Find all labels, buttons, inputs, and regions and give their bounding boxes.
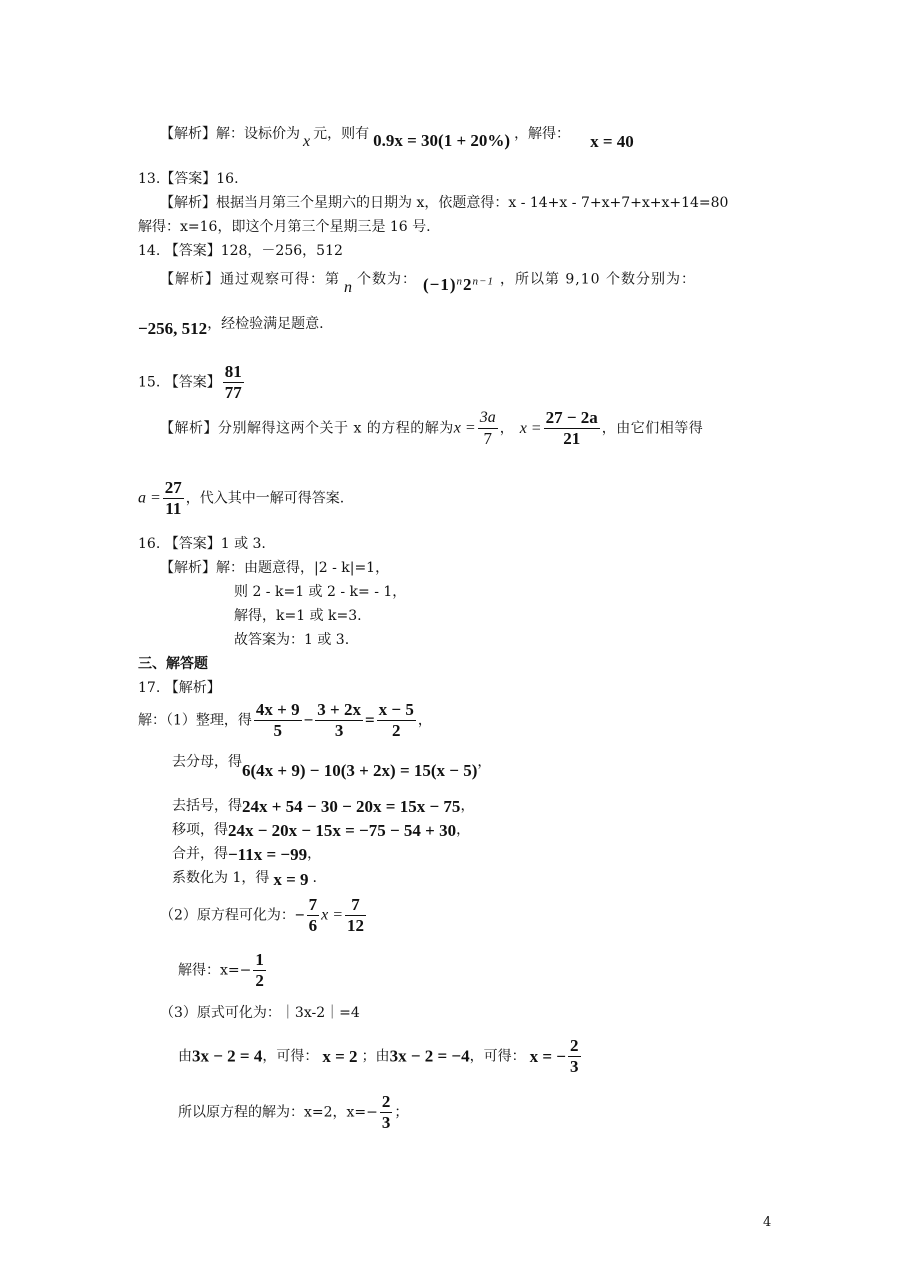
q14-explanation-2 xyxy=(138,314,324,338)
q15-answer-label: 15. 【答案】 xyxy=(138,374,221,391)
q14-exp-text-a: 【解析】通过观察可得：第 xyxy=(160,271,340,288)
q15-explanation: 【解析】分别解得这两个关于 x 的方程的解为x = $\frac{3a}{7}$ ， x = $\frac{27 - 2a}{21}$ ，由它们相等得 xyxy=(160,408,704,448)
q12-answer: x = 40 xyxy=(590,132,634,151)
q14-var-n: n xyxy=(344,278,353,296)
section-heading: 三、解答题 xyxy=(138,656,208,672)
q17-p2-sol-frac: $\frac{1}{2}$ xyxy=(255,950,264,990)
q17-p2-frac-2: $\frac{7}{12}$ xyxy=(347,895,365,935)
q16-explanation-1: 【解析】解：由题意得，|2 - k|=1， xyxy=(160,560,390,576)
q17-step-5: 合并，得−11x = −99， xyxy=(172,845,322,864)
q14-explanation-1 xyxy=(160,266,697,296)
q17-step-4: 移项，得24x − 20x − 15x = −75 − 54 + 30， xyxy=(172,821,471,840)
q13-answer: 13.【答案】16. xyxy=(138,171,239,187)
q16-explanation-2: 则 2 - k=1 或 2 - k= - 1， xyxy=(234,584,407,600)
q14-answer: 14. 【答案】128，－256，512 xyxy=(138,243,343,259)
q15-fraction-1: $\frac{3a}{7}$ xyxy=(479,409,496,448)
q16-explanation-4: 故答案为：1 或 3. xyxy=(234,632,350,648)
q13-explanation-2: 解得：x=16，即这个月第三个星期三是 16 号. xyxy=(138,219,431,235)
q17-step-1: 解：（1）整理，得 $\frac{4x + 9}{5}$ − $\frac{3 + 2x}{3}$ = $\frac{x - 5}{2}$ ， xyxy=(138,700,432,740)
q15-fraction-2: $\frac{27 - 2a}{21}$ xyxy=(545,408,598,448)
q12-mid-text2: ，解得： xyxy=(514,126,571,142)
q15-answer-fraction: $\frac{81}{77}$ xyxy=(224,362,242,402)
q12-explanation-line xyxy=(160,124,634,151)
q15-a-text: ，代入其中一解可得答案. xyxy=(185,490,345,507)
q17-frac-2: $\frac{3 + 2x}{3}$ xyxy=(317,700,361,740)
q15-a-value: a = $\frac{27}{11}$ ，代入其中一解可得答案. xyxy=(138,478,345,518)
q16-explanation-3: 解得，k=1 或 k=3. xyxy=(234,608,362,624)
q17-part-2: （2）原方程可化为：− $\frac{7}{6}$ x = $\frac{7}{12}$ xyxy=(160,895,365,935)
q14-check-text: ，经检验满足题意. xyxy=(207,316,324,332)
q14-exp-text-c: ，所以第 9,10 个数分别为： xyxy=(499,271,697,288)
q12-mid-text: 元，则有 xyxy=(313,126,370,142)
q13-explanation-1: 【解析】根据当月第三个星期六的日期为 x，依题意得：x - 14+x - 7+x+7+x+x+14=80 xyxy=(160,195,729,211)
q12-equation: 0.9x = 30(1 + 20%) xyxy=(373,131,511,150)
page-number: 4 xyxy=(763,1215,772,1230)
q17-p3-frac: $\frac{2}{3}$ xyxy=(570,1036,579,1076)
q17-frac-1: $\frac{4x + 9}{5}$ xyxy=(255,700,300,740)
q17-part-3-cases: 由3x − 2 = 4，可得： x = 2 ；由3x − 2 = −4，可得： x = − $\frac{2}{3}$ xyxy=(178,1036,579,1076)
q15-exp-text-b: ，由它们相等得 xyxy=(601,420,704,437)
q14-values: −256, 512 xyxy=(138,319,208,338)
q17-step-6: 系数化为 1，得 x = 9 . xyxy=(172,870,317,889)
q17-part-3-final: 所以原方程的解为：x=2，x=− $\frac{2}{3}$ ； xyxy=(178,1092,409,1132)
q15-answer xyxy=(138,362,246,403)
q17-step-2: 去分母，得6(4x + 9) − 10(3 + 2x) = 15(x − 5)， xyxy=(172,754,492,780)
q17-frac-3: $\frac{x - 5}{2}$ xyxy=(378,700,414,740)
q15-a-fraction: $\frac{27}{11}$ xyxy=(164,478,182,518)
q17-step-3: 去括号，得24x + 54 − 30 − 20x = 15x − 75， xyxy=(172,797,475,816)
q12-explanation-prefix: 【解析】解：设标价为 xyxy=(160,126,300,142)
q17-p2-frac-1: $\frac{7}{6}$ xyxy=(308,895,318,935)
q15-exp-text-a: 【解析】分别解得这两个关于 x 的方程的解为 xyxy=(160,420,454,437)
q17-p3-final-frac: $\frac{2}{3}$ xyxy=(381,1092,391,1132)
q17-part-2-solution: 解得：x=− $\frac{1}{2}$ xyxy=(178,950,264,990)
q17-part-3: （3）原式可化为：｜3x-2｜=4 xyxy=(160,1005,360,1021)
q12-var-x: x xyxy=(303,133,311,150)
q16-answer: 16. 【答案】1 或 3. xyxy=(138,536,266,552)
q17-label: 17. 【解析】 xyxy=(138,680,221,696)
q14-exp-text-b: 个数为： xyxy=(357,271,417,288)
q14-formula: $(-1)^n2^{n-1}$ xyxy=(423,274,494,294)
